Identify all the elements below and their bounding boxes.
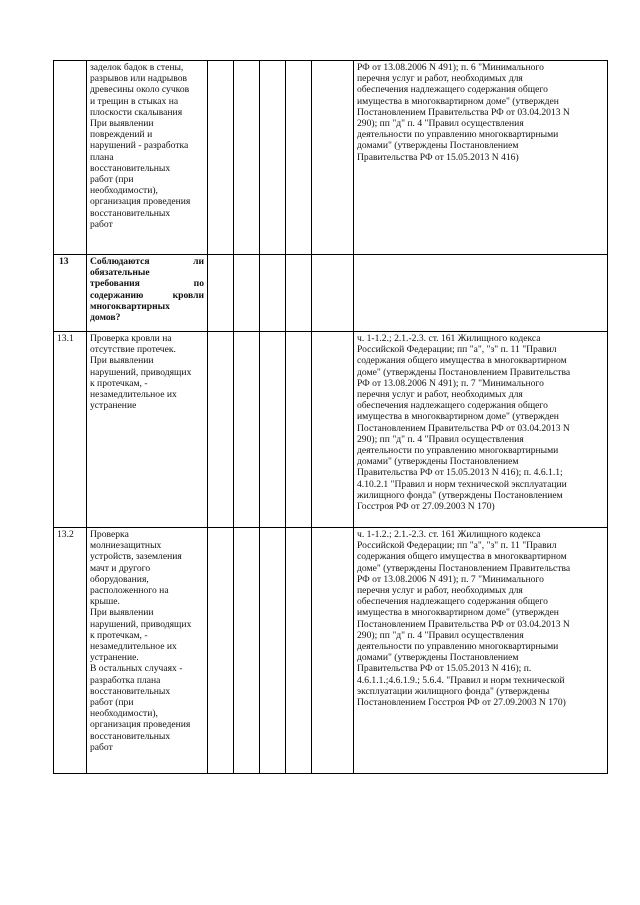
table-body: [54, 61, 608, 774]
description-line: повреждений и: [90, 129, 153, 141]
reference-line: РФ от 13.08.2006 N 491); п. 7 "Минимального: [357, 573, 544, 585]
description-line: нарушений, приводящих: [90, 618, 192, 630]
answer-cell: [260, 61, 286, 255]
description-line: При выявлении: [90, 607, 154, 619]
description-line: отсутствие протечек.: [90, 344, 176, 356]
description-line: оборудования,: [90, 573, 149, 585]
description-line: организация проведения: [90, 719, 191, 731]
answer-cell: [208, 255, 234, 332]
description-line: В остальных случаях -: [90, 663, 183, 675]
requirement-description-cell: [87, 528, 208, 774]
answer-cell: [286, 255, 312, 332]
reference-line: 4.6.1.1.;4.6.1.9.; 5.6.4. "Правил и норм технической: [357, 674, 565, 686]
reference-line: содержания общего имущества в многоквартирном: [357, 551, 567, 563]
reference-line: РФ от 13.08.2006 N 491); п. 6 "Минимального: [357, 62, 544, 73]
answer-cell: [286, 332, 312, 528]
description-line: разработка плана: [90, 674, 161, 686]
description-line: заделок бадок в стены,: [90, 62, 184, 73]
description-line: и трещин в стыках на: [90, 95, 179, 107]
answer-cell: [312, 528, 354, 774]
description-line: При выявлении: [90, 118, 154, 130]
description-line: устранение: [90, 400, 137, 412]
reference-line: перечня услуг и работ, необходимых для: [357, 73, 523, 85]
row-number-cell: [54, 528, 87, 774]
answer-cell: [286, 61, 312, 255]
reference-line: 4.10.2.1 "Правил и норм технической эксплуатации: [357, 478, 567, 490]
reference-line: Российской Федерации; пп "а", "з" п. 11 "Правил: [357, 344, 557, 356]
requirement-description-cell: [87, 61, 208, 255]
answer-cell: [234, 528, 260, 774]
reference-line: доме" (утверждены Постановлением Правительства: [357, 562, 571, 574]
description-line: мачт и другого: [90, 562, 151, 574]
description-line: работ: [90, 218, 113, 230]
row-number: 13: [59, 256, 69, 267]
reference-line: имущества в многоквартирном доме" (утвержден: [357, 607, 559, 619]
reference-line: Правительства РФ от 15.05.2013 N 416); п.: [357, 663, 532, 675]
description-line: древесины около сучков: [90, 84, 190, 96]
reference-line: Постановлением Правительства РФ от 03.04.2013 N: [357, 106, 570, 118]
row-number: 13.1: [57, 333, 74, 344]
reference-line: Правительства РФ от 15.05.2013 N 416); п. 4.6.1.1;: [357, 467, 563, 479]
reference-line: содержания общего имущества в многоквартирном: [357, 355, 567, 367]
reference-line: 290); пп "д" п. 4 "Правил осуществления: [357, 118, 524, 130]
description-line: плана: [90, 151, 114, 163]
description-line: необходимости),: [90, 185, 158, 197]
description-line: работ (при: [90, 174, 134, 186]
row-number-cell: [54, 332, 87, 528]
reference-line: 290); пп "д" п. 4 "Правил осуществления: [357, 433, 524, 445]
description-line: работ (при: [90, 697, 134, 709]
table-row: [54, 332, 608, 528]
reference-line: обеспечения надлежащего содержания общего: [357, 400, 548, 412]
row-number-cell: [54, 255, 87, 332]
description-line: незамедлительное их: [90, 641, 177, 653]
description-line: к протечкам, -: [90, 629, 148, 641]
description-line: расположенного на: [90, 585, 169, 597]
answer-cell: [234, 332, 260, 528]
description-line: обязательные: [90, 267, 150, 279]
reference-line: РФ от 13.08.2006 N 491); п. 7 "Минимального: [357, 377, 544, 389]
description-line: восстановительных: [90, 207, 171, 219]
requirement-description-cell: [87, 332, 208, 528]
description-line: нарушений, приводящих: [90, 366, 192, 378]
legal-reference-cell: [354, 332, 608, 528]
reference-line: домами" (утверждены Постановлением: [357, 456, 519, 468]
legal-reference-cell: [354, 528, 608, 774]
reference-line: домами" (утверждены Постановлением: [357, 140, 519, 152]
table-row: [54, 528, 608, 774]
answer-cell: [208, 61, 234, 255]
reference-line: деятельности по управлению многоквартирными: [357, 445, 559, 457]
table-row: [54, 255, 608, 332]
reference-line: доме" (утверждены Постановлением Правительства: [357, 366, 571, 378]
answer-cell: [312, 61, 354, 255]
description-line: восстановительных: [90, 685, 171, 697]
legal-reference-cell: [354, 61, 608, 255]
row-number: 13.2: [57, 529, 74, 540]
answer-cell: [260, 255, 286, 332]
reference-line: 290); пп "д" п. 4 "Правил осуществления: [357, 629, 524, 641]
description-line: Проверка: [90, 529, 129, 540]
reference-line: перечня услуг и работ, необходимых для: [357, 389, 523, 401]
checklist-table: [53, 60, 608, 774]
description-line: восстановительных: [90, 162, 171, 174]
answer-cell: [260, 528, 286, 774]
description-line: требования по: [90, 278, 204, 290]
description-line: При выявлении: [90, 355, 154, 367]
reference-line: обеспечения надлежащего содержания общего: [357, 596, 548, 608]
answer-cell: [286, 528, 312, 774]
description-line: домов?: [90, 312, 121, 324]
description-line: Проверка кровли на: [90, 333, 172, 344]
description-line: плоскости скалывания: [90, 106, 183, 118]
reference-line: Постановлением Правительства РФ от 03.04.2013 N: [357, 422, 570, 434]
reference-line: Госстроя РФ от 27.09.2003 N 170): [357, 501, 495, 513]
reference-line: Российской Федерации; пп "а", "з" п. 11 "Правил: [357, 540, 557, 552]
description-line: многоквартирных: [90, 300, 170, 312]
answer-cell: [234, 61, 260, 255]
table-row: [54, 61, 608, 255]
reference-line: имущества в многоквартирном доме" (утвержден: [357, 411, 559, 423]
reference-line: деятельности по управлению многоквартирными: [357, 641, 559, 653]
reference-line: Постановлением Правительства РФ от 03.04.2013 N: [357, 618, 570, 630]
answer-cell: [208, 528, 234, 774]
description-line: необходимости),: [90, 708, 158, 720]
requirement-description-cell: [87, 255, 208, 332]
answer-cell: [234, 255, 260, 332]
answer-cell: [260, 332, 286, 528]
legal-reference-cell: [354, 255, 608, 332]
description-line: к протечкам, -: [90, 377, 148, 389]
description-line: устройств, заземления: [90, 551, 182, 563]
description-line: нарушений - разработка: [90, 140, 189, 152]
description-line: работ: [90, 741, 113, 753]
description-line: незамедлительное их: [90, 389, 177, 401]
reference-line: перечня услуг и работ, необходимых для: [357, 585, 523, 597]
description-line: крыше.: [90, 596, 120, 608]
description-line: разрывов или надрывов: [90, 73, 188, 85]
answer-cell: [208, 332, 234, 528]
reference-line: домами" (утверждены Постановлением: [357, 652, 519, 664]
reference-line: Постановлением Госстроя РФ от 27.09.2003 N 170): [357, 697, 566, 709]
description-line: содержанию кровли: [90, 289, 204, 301]
answer-cell: [312, 332, 354, 528]
reference-line: имущества в многоквартирном доме" (утвержден: [357, 95, 559, 107]
description-line: восстановительных: [90, 730, 171, 742]
description-line: молниезащитных: [90, 540, 162, 552]
reference-line: деятельности по управлению многоквартирными: [357, 129, 559, 141]
description-line: организация проведения: [90, 196, 191, 208]
description-line: устранение.: [90, 652, 139, 664]
answer-cell: [312, 255, 354, 332]
reference-line: жилищного фонда" (утверждены Постановлением: [357, 489, 563, 501]
reference-line: Правительства РФ от 15.05.2013 N 416): [357, 151, 519, 163]
row-number-cell: [54, 61, 87, 255]
reference-line: эксплуатации жилищного фонда" (утверждены: [357, 685, 550, 697]
reference-line: ч. 1-1.2.; 2.1.-2.3. ст. 161 Жилищного кодекса: [357, 333, 541, 344]
reference-line: ч. 1-1.2.; 2.1.-2.3. ст. 161 Жилищного кодекса: [357, 529, 541, 540]
reference-line: обеспечения надлежащего содержания общего: [357, 84, 548, 96]
description-line: Соблюдаются ли: [90, 256, 204, 267]
